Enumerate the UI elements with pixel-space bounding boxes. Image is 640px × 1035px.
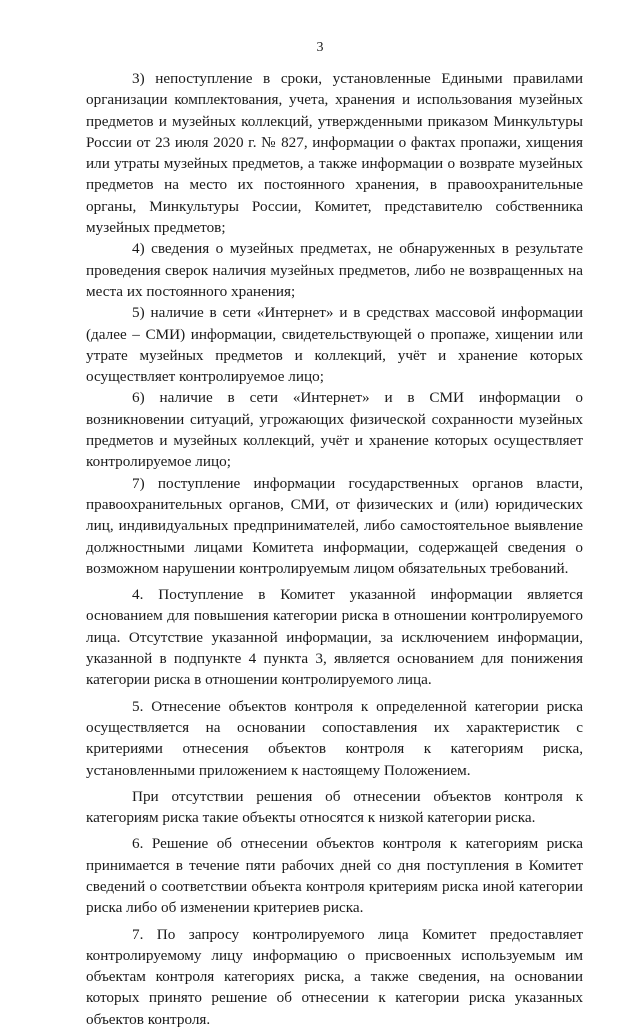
paragraph-item-6: 6) наличие в сети «Интернет» и в СМИ информации о возникновении ситуаций, угрожающих физической сохранности музейных предметов и музейных коллекций, учёт и хранение которых осуществляет контролируемое лицо; [86,389,583,471]
paragraph-low-risk: При отсутствии решения об отнесении объектов контроля к категориям риска такие объекты относятся к низкой категории риска. [86,787,583,827]
paragraph-clause-5: 5. Отнесение объектов контроля к определенной категории риска осуществляется на основании сопоставления их характеристик с критериями отнесения объектов контроля к категориям риска, установленными приложением к настоящему Положением. [86,697,583,779]
paragraph-item-7: 7) поступление информации государственных органов власти, правоохранительных органов, СМИ, от физических и (или) юридических лиц, индивидуальных предпринимателей, либо самостоятельное выявление должностными лицами Комитета информации, содержащей сведения о возможном нарушении контролируемым лицом обязательных требований. [86,474,583,577]
paragraph-item-3: 3) непоступление в сроки, установленные Едиными правилами организации комплектования, учета, хранения и использования музейных предметов и музейных коллекций, утвержденными приказом Минкультуры России от 23 июля 2020 г. № 827, информации о фактах пропажи, хищения или утраты музейных предметов, а также информации о возврате музейных предметов на место их постоянного хранения, в правоохранительные органы, Минкультуры России, Комитет, представителю собственника музейных предметов; [86,70,583,237]
paragraph-clause-4: 4. Поступление в Комитет указанной информации является основанием для повышения категории риска в отношении контролируемого лица. Отсутствие указанной информации, за исключением информации, указанной в подпункте 4 пункта 3, является основанием для понижения категории риска в отношении контролируемого лица. [86,586,583,689]
paragraph-clause-7: 7. По запросу контролируемого лица Комитет предоставляет контролируемому лицу информацию о присвоенных используемым им объектам контроля категориях риска, а также сведения, на основании которых принято решение об отнесении к категории риска указанных объектов контроля. [86,925,583,1028]
paragraph-item-4: 4) сведения о музейных предметах, не обнаруженных в результате проведения сверок наличия музейных предметов, либо не возвращенных на места их постоянного хранения; [86,240,583,300]
page-number: 3 [316,40,324,55]
paragraph-clause-6: 6. Решение об отнесении объектов контроля к категориям риска принимается в течение пяти рабочих дней со дня поступления в Комитет сведений о соответствии объекта контроля критериям риска иной категории риска либо об изменении критериев риска. [86,835,583,917]
paragraph-item-5: 5) наличие в сети «Интернет» и в средствах массовой информации (далее – СМИ) информации, свидетельствующей о пропаже, хищении или утрате музейных предметов и коллекций, учёт и хранение которых осуществляет контролируемое лицо; [86,304,583,386]
document-body [86,68,583,1035]
